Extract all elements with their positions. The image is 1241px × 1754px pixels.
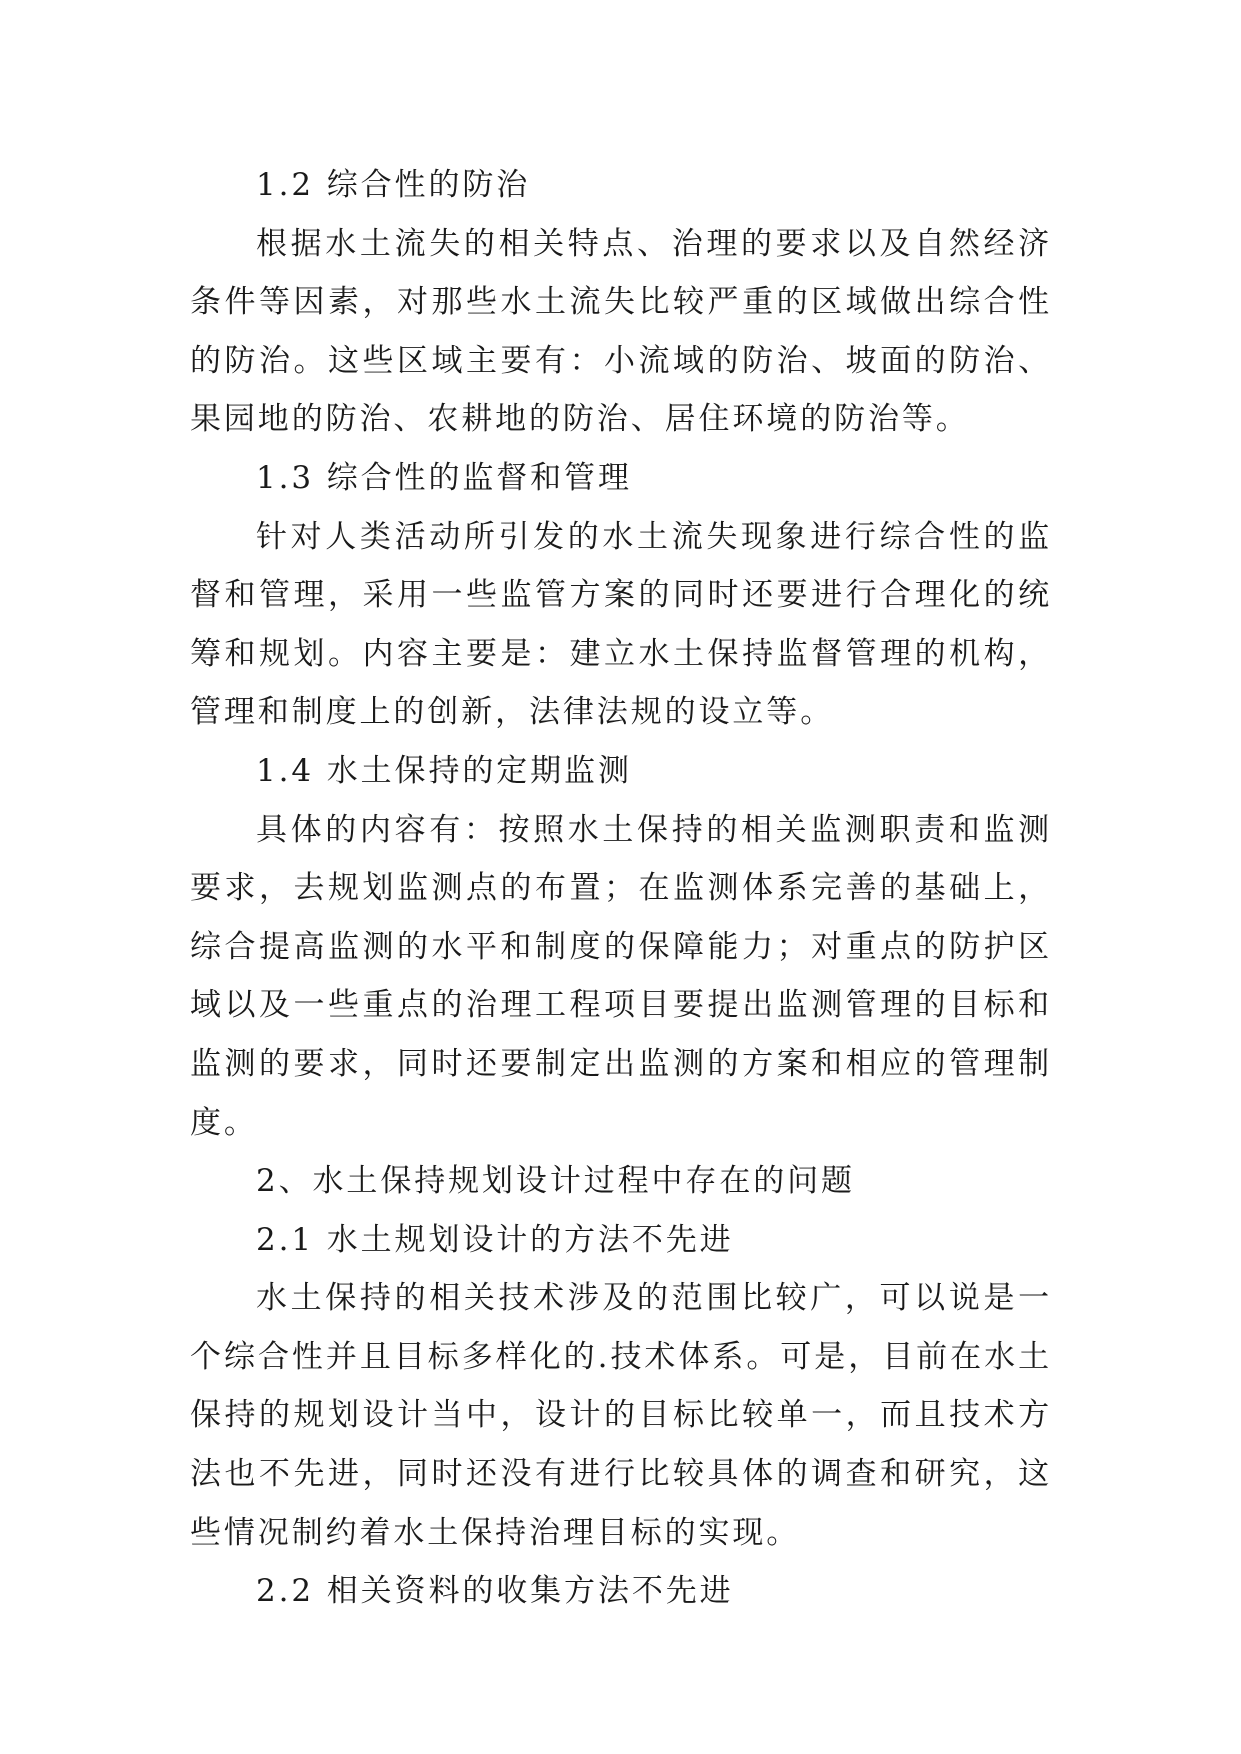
section-heading-1-3: 1.3 综合性的监督和管理 — [256, 459, 632, 496]
section-heading-1-2: 1.2 综合性的防治 — [256, 167, 531, 203]
section-heading-2-2: 2.2 相关资料的收集方法不先进 — [256, 1573, 734, 1610]
paragraph-design-methods: 水土保持的相关技术涉及的范围比较广，可以说是一个综合性并且目标多样化的.技术体系。可是，目前在水土保持的规划设计当中，设计的目标比较单一，而且技术方法也不先进，同时还没有进行比较具体的调查和研究，这些情况制约着水土保持治理目标的实现。 — [190, 1280, 1052, 1551]
paragraph-periodic-monitoring: 具体的内容有：按照水土保持的相关监测职责和监测要求，去规划监测点的布置；在监测体系完善的基础上，综合提高监测的水平和制度的保障能力；对重点的防护区域以及一些重点的治理工程项目要提出监测管理的目标和监测的要求，同时还要制定出监测的方案和相应的管理制度。 — [190, 811, 1052, 1141]
paragraph-supervision-management: 针对人类活动所引发的水土流失现象进行综合性的监督和管理，采用一些监管方案的同时还要进行合理化的统筹和规划。内容主要是：建立水土保持监督管理的机构，管理和制度上的创新，法律法规的设立等。 — [190, 518, 1052, 731]
section-heading-1-4: 1.4 水土保持的定期监测 — [256, 752, 632, 789]
section-heading-2: 2、水土保持规划设计过程中存在的问题 — [256, 1163, 855, 1200]
document-body — [190, 156, 1052, 1621]
section-heading-2-1: 2.1 水土规划设计的方法不先进 — [256, 1221, 734, 1258]
paragraph-comprehensive-prevention: 根据水土流失的相关特点、治理的要求以及自然经济条件等因素，对那些水土流失比较严重的区域做出综合性的防治。这些区域主要有：小流域的防治、坡面的防治、果园地的防治、农耕地的防治、居住环境的防治等。 — [190, 225, 1052, 438]
